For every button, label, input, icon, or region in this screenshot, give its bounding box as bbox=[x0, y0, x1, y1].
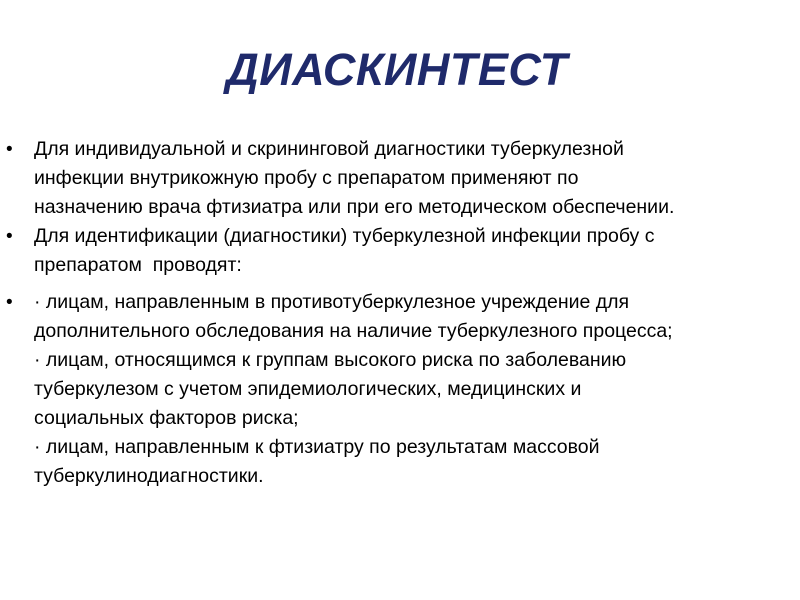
bullet-3-line-4: туберкулезом с учетом эпидемиологических, медицинских и bbox=[34, 378, 582, 400]
slide-title: ДИАСКИНТЕСТ bbox=[226, 44, 568, 95]
bullet-3-line-2: дополнительного обследования на наличие туберкулезного процесса; bbox=[34, 320, 673, 342]
bullet-2-line-1: • Для идентификации (диагностики) туберкулезной инфекции пробу с bbox=[34, 225, 655, 247]
bullet-3-line-1: • · лицам, направленным в противотуберкулезное учреждение для bbox=[34, 291, 630, 313]
bullet-3-line-6: · лицам, направленным к фтизиатру по результатам массовой bbox=[34, 436, 600, 458]
bullet-1-line-3: назначению врача фтизиатра или при его методическом обеспечении. bbox=[34, 196, 675, 218]
bullet-2-line-2: препаратом проводят: bbox=[34, 254, 242, 276]
slide-content bbox=[34, 135, 794, 491]
bullet-item-1 bbox=[34, 135, 794, 222]
bullet-item-2 bbox=[34, 222, 794, 280]
bullet-3-line-7: туберкулинодиагностики. bbox=[34, 465, 264, 487]
bullet-1-line-1: • Для индивидуальной и скрининговой диагностики туберкулезной bbox=[34, 138, 624, 160]
bullet-item-3 bbox=[34, 288, 794, 491]
bullet-3-line-3: · лицам, относящимся к группам высокого риска по заболеванию bbox=[34, 349, 627, 371]
bullet-1-line-2: инфекции внутрикожную пробу с препаратом применяют по bbox=[34, 167, 579, 189]
bullet-3-line-5: социальных факторов риска; bbox=[34, 407, 299, 429]
